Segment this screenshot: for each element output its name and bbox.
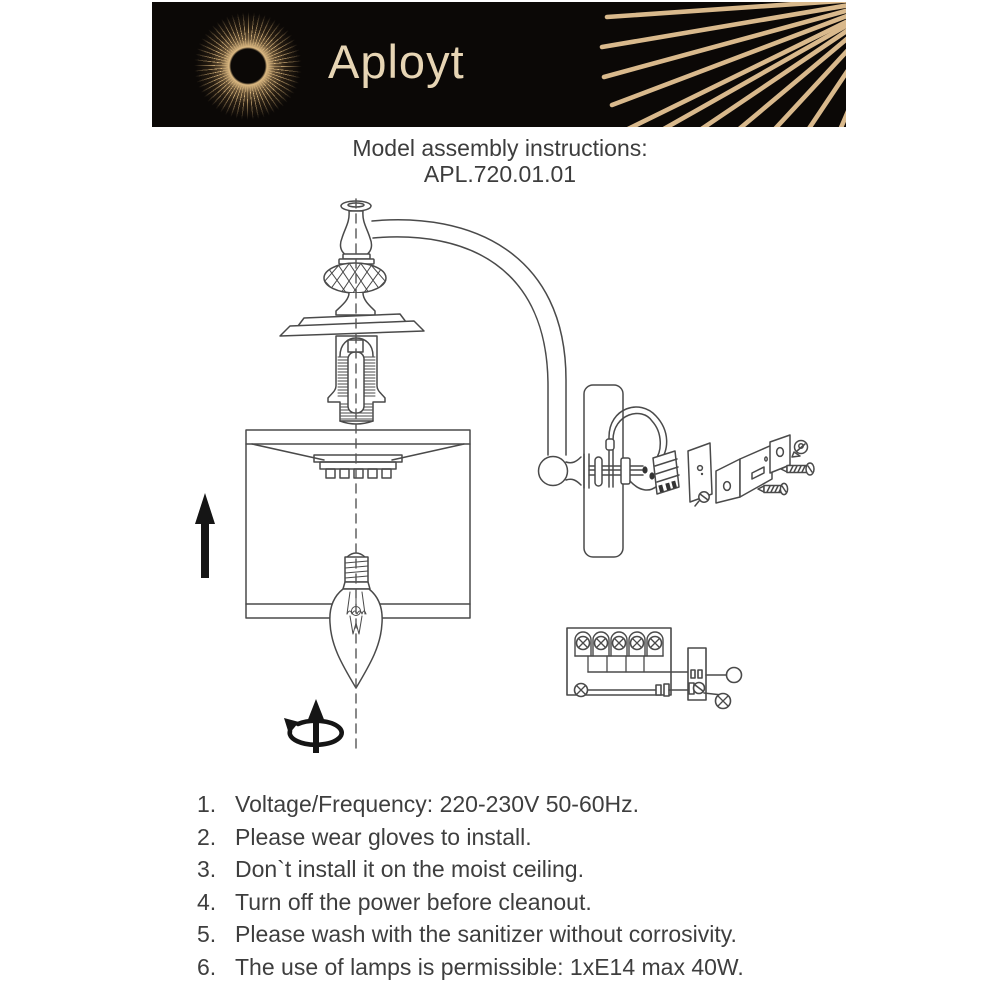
- mounting-plate: [688, 443, 712, 506]
- instruction-item: Voltage/Frequency: 220-230V 50-60Hz.: [235, 791, 640, 817]
- terminal-connector: [653, 451, 679, 494]
- instruction-item: Don`t install it on the moist ceiling.: [235, 856, 584, 882]
- instruction-list: [197, 791, 857, 986]
- wiring-diagram: [567, 628, 742, 709]
- rotation-arrow-icon: [284, 699, 342, 753]
- curved-arm: [372, 220, 566, 455]
- instruction-item: The use of lamps is permissible: 1xE14 max 40W.: [235, 953, 744, 980]
- brand-logo-text: Aployt: [328, 35, 465, 88]
- instruction-item: Turn off the power before cleanout.: [235, 888, 592, 915]
- instruction-item: Please wear gloves to install.: [235, 823, 532, 850]
- mounting-rod: [589, 457, 655, 486]
- instruction-item: Please wash with the sanitizer without corrosivity.: [235, 921, 737, 947]
- finial: [280, 201, 424, 336]
- ball-joint: [539, 454, 590, 488]
- wall-plate: [584, 385, 623, 557]
- crystal-ball: [311, 260, 399, 296]
- canopy-plates: [280, 314, 424, 336]
- model-number: APL.720.01.01: [423, 161, 577, 187]
- up-arrow-icon: [195, 493, 215, 578]
- page-title: Model assembly instructions:: [352, 135, 648, 161]
